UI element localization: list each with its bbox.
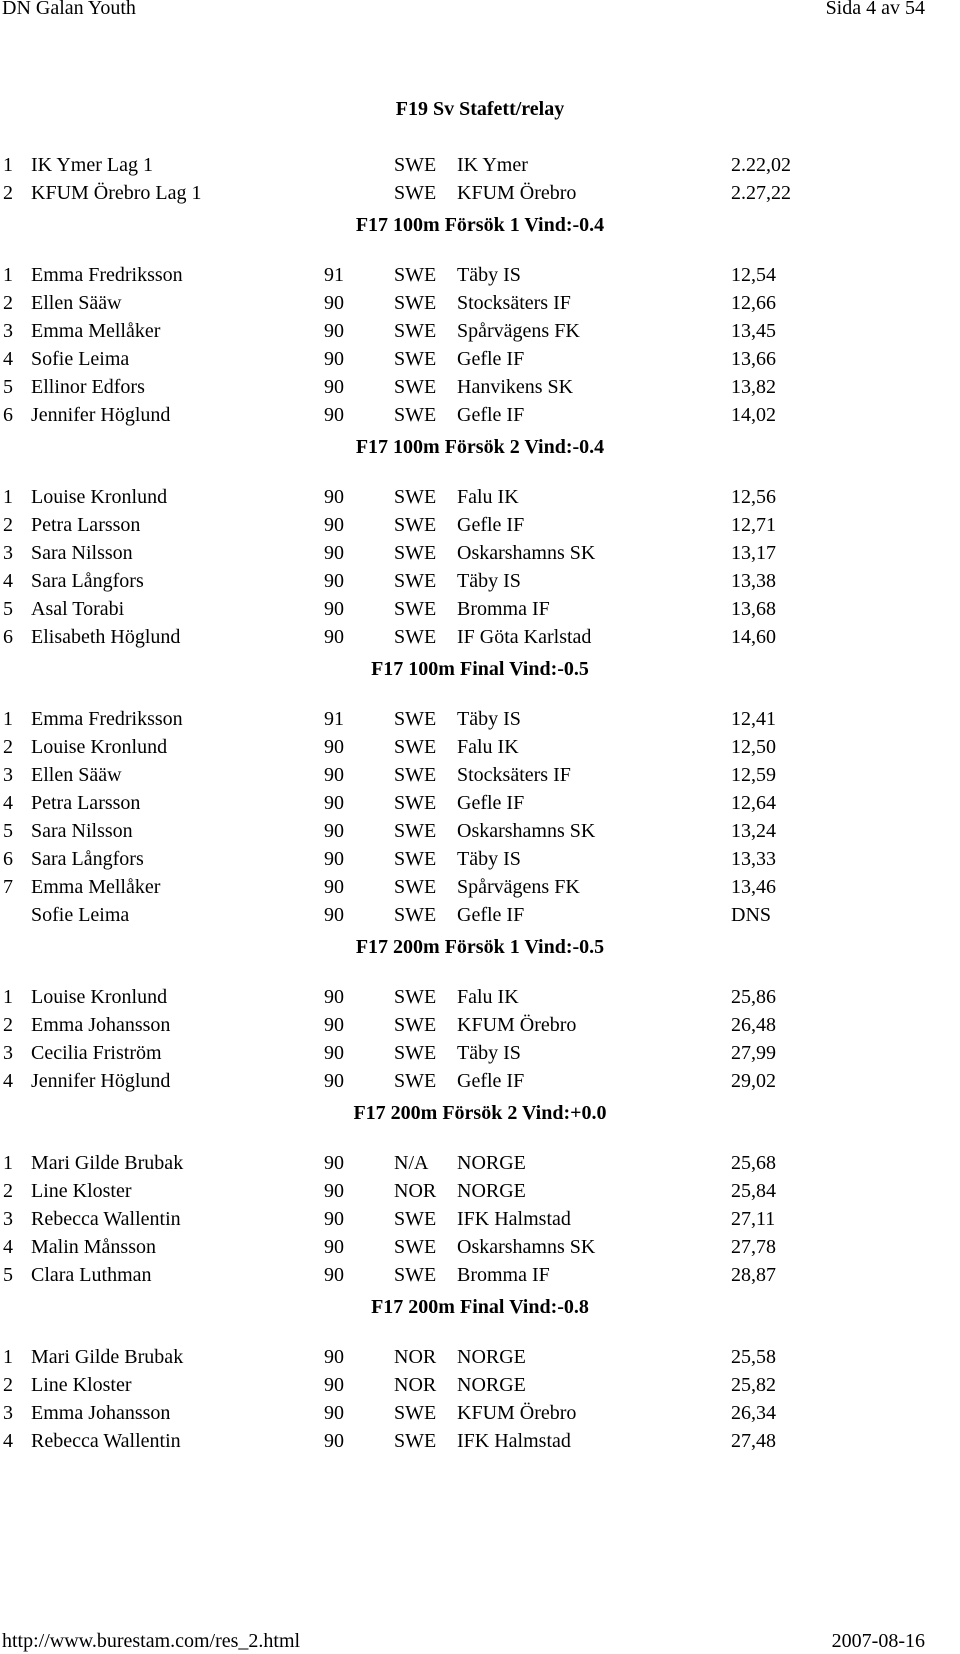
result-row xyxy=(0,484,960,510)
birth-year: 90 xyxy=(324,1430,344,1452)
athlete-name: Cecilia Friström xyxy=(31,1042,162,1064)
birth-year: 90 xyxy=(324,404,344,426)
birth-year: 90 xyxy=(324,764,344,786)
result-row xyxy=(0,1040,960,1066)
nationality: SWE xyxy=(394,792,437,814)
birth-year: 90 xyxy=(324,320,344,342)
birth-year: 91 xyxy=(324,264,344,286)
nationality: SWE xyxy=(394,1430,437,1452)
result-time: 12,50 xyxy=(731,736,776,758)
result-row xyxy=(0,512,960,538)
club-name: Oskarshamns SK xyxy=(457,1236,596,1258)
birth-year: 90 xyxy=(324,904,344,926)
nationality: SWE xyxy=(394,1236,437,1258)
club-name: IFK Halmstad xyxy=(457,1208,571,1230)
result-time: 25,58 xyxy=(731,1346,776,1368)
athlete-name: Line Kloster xyxy=(31,1374,132,1396)
placing: 2 xyxy=(3,1374,13,1396)
result-row xyxy=(0,540,960,566)
result-time: 27,99 xyxy=(731,1042,776,1064)
placing: 1 xyxy=(3,264,13,286)
result-row xyxy=(0,374,960,400)
birth-year: 90 xyxy=(324,348,344,370)
result-row xyxy=(0,1068,960,1094)
athlete-name: Louise Kronlund xyxy=(31,986,168,1008)
birth-year: 90 xyxy=(324,1014,344,1036)
athlete-name: Louise Kronlund xyxy=(31,736,168,758)
nationality: SWE xyxy=(394,154,437,176)
result-time: 2.27,22 xyxy=(731,182,791,204)
birth-year: 90 xyxy=(324,1152,344,1174)
result-time: 26,48 xyxy=(731,1014,776,1036)
result-row xyxy=(0,1012,960,1038)
club-name: Bromma IF xyxy=(457,598,550,620)
athlete-name: Ellen Sääw xyxy=(31,764,122,786)
athlete-name: Emma Mellåker xyxy=(31,320,161,342)
result-time: 12,41 xyxy=(731,708,776,730)
club-name: Falu IK xyxy=(457,986,519,1008)
club-name: NORGE xyxy=(457,1346,526,1368)
result-row xyxy=(0,818,960,844)
club-name: Gefle IF xyxy=(457,514,525,536)
club-name: Gefle IF xyxy=(457,348,525,370)
athlete-name: Emma Mellåker xyxy=(31,876,161,898)
result-time: 25,84 xyxy=(731,1180,776,1202)
athlete-name: Elisabeth Höglund xyxy=(31,626,181,648)
club-name: KFUM Örebro xyxy=(457,1014,577,1036)
club-name: Falu IK xyxy=(457,736,519,758)
athlete-name: Malin Månsson xyxy=(31,1236,156,1258)
athlete-name: Ellinor Edfors xyxy=(31,376,145,398)
nationality: SWE xyxy=(394,708,437,730)
nationality: SWE xyxy=(394,1014,437,1036)
page-number: Sida 4 av 54 xyxy=(825,0,925,19)
placing: 6 xyxy=(3,626,13,648)
result-time: 13,68 xyxy=(731,598,776,620)
club-name: Täby IS xyxy=(457,570,521,592)
nationality: SWE xyxy=(394,514,437,536)
result-row xyxy=(0,624,960,650)
birth-year: 90 xyxy=(324,542,344,564)
result-time: 12,56 xyxy=(731,486,776,508)
nationality: SWE xyxy=(394,626,437,648)
birth-year: 90 xyxy=(324,1346,344,1368)
placing: 4 xyxy=(3,792,13,814)
athlete-name: Jennifer Höglund xyxy=(31,1070,171,1092)
club-name: Täby IS xyxy=(457,848,521,870)
athlete-name: Emma Fredriksson xyxy=(31,708,183,730)
event-heading: F17 100m Final Vind:-0.5 xyxy=(371,658,589,680)
club-name: Gefle IF xyxy=(457,404,525,426)
result-row xyxy=(0,346,960,372)
athlete-name: Sofie Leima xyxy=(31,348,130,370)
result-row xyxy=(0,1262,960,1288)
placing: 4 xyxy=(3,570,13,592)
placing: 2 xyxy=(3,736,13,758)
placing: 1 xyxy=(3,1152,13,1174)
result-row xyxy=(0,1428,960,1454)
club-name: Oskarshamns SK xyxy=(457,542,596,564)
result-time: 27,11 xyxy=(731,1208,776,1230)
club-name: Stocksäters IF xyxy=(457,292,571,314)
result-time: 27,48 xyxy=(731,1430,776,1452)
placing: 3 xyxy=(3,1042,13,1064)
result-time: 25,86 xyxy=(731,986,776,1008)
club-name: NORGE xyxy=(457,1374,526,1396)
result-row xyxy=(0,1400,960,1426)
club-name: IFK Halmstad xyxy=(457,1430,571,1452)
nationality: SWE xyxy=(394,986,437,1008)
placing: 2 xyxy=(3,182,13,204)
result-time: 2.22,02 xyxy=(731,154,791,176)
athlete-name: KFUM Örebro Lag 1 xyxy=(31,182,202,204)
nationality: SWE xyxy=(394,264,437,286)
placing: 4 xyxy=(3,1430,13,1452)
club-name: Täby IS xyxy=(457,1042,521,1064)
placing: 1 xyxy=(3,986,13,1008)
club-name: Hanvikens SK xyxy=(457,376,574,398)
placing: 2 xyxy=(3,514,13,536)
placing: 4 xyxy=(3,1236,13,1258)
placing: 6 xyxy=(3,404,13,426)
birth-year: 90 xyxy=(324,1402,344,1424)
result-row xyxy=(0,1178,960,1204)
placing: 3 xyxy=(3,542,13,564)
nationality: SWE xyxy=(394,876,437,898)
nationality: SWE xyxy=(394,848,437,870)
result-time: 12,71 xyxy=(731,514,776,536)
athlete-name: Mari Gilde Brubak xyxy=(31,1152,184,1174)
club-name: Gefle IF xyxy=(457,792,525,814)
birth-year: 90 xyxy=(324,292,344,314)
placing: 2 xyxy=(3,292,13,314)
club-name: Oskarshamns SK xyxy=(457,820,596,842)
club-name: Falu IK xyxy=(457,486,519,508)
result-time: 14,60 xyxy=(731,626,776,648)
result-time: 27,78 xyxy=(731,1236,776,1258)
nationality: SWE xyxy=(394,1264,437,1286)
club-name: Gefle IF xyxy=(457,904,525,926)
nationality: SWE xyxy=(394,348,437,370)
club-name: Spårvägens FK xyxy=(457,320,580,342)
athlete-name: Rebecca Wallentin xyxy=(31,1430,181,1452)
placing: 3 xyxy=(3,1402,13,1424)
athlete-name: Petra Larsson xyxy=(31,792,141,814)
result-row xyxy=(0,402,960,428)
athlete-name: Emma Johansson xyxy=(31,1402,171,1424)
nationality: SWE xyxy=(394,1402,437,1424)
event-heading: F17 200m Försök 2 Vind:+0.0 xyxy=(353,1102,607,1124)
result-row xyxy=(0,846,960,872)
result-row xyxy=(0,984,960,1010)
placing: 3 xyxy=(3,320,13,342)
club-name: Bromma IF xyxy=(457,1264,550,1286)
birth-year: 90 xyxy=(324,736,344,758)
birth-year: 90 xyxy=(324,1208,344,1230)
result-time: 13,17 xyxy=(731,542,776,564)
nationality: SWE xyxy=(394,320,437,342)
result-time: 25,68 xyxy=(731,1152,776,1174)
result-time: 13,24 xyxy=(731,820,776,842)
placing: 4 xyxy=(3,348,13,370)
result-time: 28,87 xyxy=(731,1264,776,1286)
event-heading: F17 100m Försök 1 Vind:-0.4 xyxy=(355,214,605,236)
athlete-name: Sara Nilsson xyxy=(31,820,133,842)
athlete-name: Emma Johansson xyxy=(31,1014,171,1036)
athlete-name: Line Kloster xyxy=(31,1180,132,1202)
result-row xyxy=(0,1344,960,1370)
birth-year: 90 xyxy=(324,1236,344,1258)
birth-year: 90 xyxy=(324,1042,344,1064)
athlete-name: Sofie Leima xyxy=(31,904,130,926)
birth-year: 90 xyxy=(324,986,344,1008)
birth-year: 90 xyxy=(324,486,344,508)
nationality: SWE xyxy=(394,1042,437,1064)
result-row xyxy=(0,262,960,288)
result-row xyxy=(0,596,960,622)
result-time: 13,38 xyxy=(731,570,776,592)
nationality: SWE xyxy=(394,292,437,314)
placing: 1 xyxy=(3,486,13,508)
athlete-name: Jennifer Höglund xyxy=(31,404,171,426)
placing: 5 xyxy=(3,820,13,842)
birth-year: 90 xyxy=(324,1180,344,1202)
athlete-name: Ellen Sääw xyxy=(31,292,122,314)
nationality: SWE xyxy=(394,486,437,508)
birth-year: 90 xyxy=(324,820,344,842)
result-row xyxy=(0,1234,960,1260)
athlete-name: Rebecca Wallentin xyxy=(31,1208,181,1230)
birth-year: 90 xyxy=(324,514,344,536)
result-time: 29,02 xyxy=(731,1070,776,1092)
placing: 1 xyxy=(3,708,13,730)
result-time: DNS xyxy=(731,904,772,926)
club-name: Täby IS xyxy=(457,264,521,286)
result-time: 12,66 xyxy=(731,292,776,314)
result-time: 12,64 xyxy=(731,792,776,814)
result-row xyxy=(0,1372,960,1398)
placing: 3 xyxy=(3,764,13,786)
placing: 1 xyxy=(3,1346,13,1368)
event-heading: F19 Sv Stafett/relay xyxy=(395,98,565,120)
result-time: 26,34 xyxy=(731,1402,776,1424)
birth-year: 90 xyxy=(324,598,344,620)
nationality: SWE xyxy=(394,598,437,620)
birth-year: 90 xyxy=(324,570,344,592)
club-name: Spårvägens FK xyxy=(457,876,580,898)
athlete-name: Emma Fredriksson xyxy=(31,264,183,286)
nationality: NOR xyxy=(394,1374,437,1396)
nationality: SWE xyxy=(394,736,437,758)
result-row xyxy=(0,152,960,178)
result-time: 13,46 xyxy=(731,876,776,898)
athlete-name: Sara Långfors xyxy=(31,570,144,592)
result-row xyxy=(0,874,960,900)
athlete-name: IK Ymer Lag 1 xyxy=(31,154,153,176)
result-row xyxy=(0,568,960,594)
placing: 7 xyxy=(3,876,13,898)
athlete-name: Asal Torabi xyxy=(31,598,125,620)
nationality: SWE xyxy=(394,764,437,786)
nationality: N/A xyxy=(394,1152,429,1174)
placing: 2 xyxy=(3,1014,13,1036)
result-row xyxy=(0,1150,960,1176)
result-row xyxy=(0,180,960,206)
birth-year: 91 xyxy=(324,708,344,730)
athlete-name: Louise Kronlund xyxy=(31,486,168,508)
document-title: DN Galan Youth xyxy=(2,0,136,19)
placing: 3 xyxy=(3,1208,13,1230)
event-heading: F17 100m Försök 2 Vind:-0.4 xyxy=(355,436,605,458)
nationality: SWE xyxy=(394,404,437,426)
club-name: Täby IS xyxy=(457,708,521,730)
placing: 2 xyxy=(3,1180,13,1202)
result-row xyxy=(0,790,960,816)
club-name: IK Ymer xyxy=(457,154,528,176)
nationality: SWE xyxy=(394,1070,437,1092)
nationality: SWE xyxy=(394,376,437,398)
placing: 5 xyxy=(3,376,13,398)
athlete-name: Clara Luthman xyxy=(31,1264,152,1286)
club-name: KFUM Örebro xyxy=(457,182,577,204)
birth-year: 90 xyxy=(324,848,344,870)
birth-year: 90 xyxy=(324,1070,344,1092)
birth-year: 90 xyxy=(324,376,344,398)
birth-year: 90 xyxy=(324,1264,344,1286)
nationality: SWE xyxy=(394,570,437,592)
club-name: KFUM Örebro xyxy=(457,1402,577,1424)
nationality: NOR xyxy=(394,1180,437,1202)
birth-year: 90 xyxy=(324,792,344,814)
birth-year: 90 xyxy=(324,626,344,648)
result-row xyxy=(0,734,960,760)
footer-date: 2007-08-16 xyxy=(831,1630,925,1652)
result-time: 13,82 xyxy=(731,376,776,398)
event-heading: F17 200m Final Vind:-0.8 xyxy=(371,1296,589,1318)
nationality: SWE xyxy=(394,182,437,204)
placing: 5 xyxy=(3,598,13,620)
placing: 4 xyxy=(3,1070,13,1092)
result-row xyxy=(0,318,960,344)
footer-url: http://www.burestam.com/res_2.html xyxy=(2,1630,301,1652)
nationality: NOR xyxy=(394,1346,437,1368)
birth-year: 90 xyxy=(324,1374,344,1396)
result-row xyxy=(0,706,960,732)
club-name: NORGE xyxy=(457,1180,526,1202)
athlete-name: Mari Gilde Brubak xyxy=(31,1346,184,1368)
placing: 1 xyxy=(3,154,13,176)
result-row xyxy=(0,1206,960,1232)
placing: 6 xyxy=(3,848,13,870)
result-time: 13,45 xyxy=(731,320,776,342)
athlete-name: Sara Nilsson xyxy=(31,542,133,564)
result-time: 12,54 xyxy=(731,264,776,286)
club-name: NORGE xyxy=(457,1152,526,1174)
birth-year: 90 xyxy=(324,876,344,898)
nationality: SWE xyxy=(394,1208,437,1230)
nationality: SWE xyxy=(394,542,437,564)
event-heading: F17 200m Försök 1 Vind:-0.5 xyxy=(355,936,605,958)
nationality: SWE xyxy=(394,904,437,926)
result-time: 12,59 xyxy=(731,764,776,786)
nationality: SWE xyxy=(394,820,437,842)
athlete-name: Sara Långfors xyxy=(31,848,144,870)
result-row xyxy=(0,902,960,928)
result-row xyxy=(0,290,960,316)
placing: 5 xyxy=(3,1264,13,1286)
club-name: Stocksäters IF xyxy=(457,764,571,786)
club-name: Gefle IF xyxy=(457,1070,525,1092)
club-name: IF Göta Karlstad xyxy=(457,626,592,648)
result-time: 25,82 xyxy=(731,1374,776,1396)
result-time: 13,33 xyxy=(731,848,776,870)
result-row xyxy=(0,762,960,788)
result-time: 14,02 xyxy=(731,404,776,426)
athlete-name: Petra Larsson xyxy=(31,514,141,536)
result-time: 13,66 xyxy=(731,348,776,370)
